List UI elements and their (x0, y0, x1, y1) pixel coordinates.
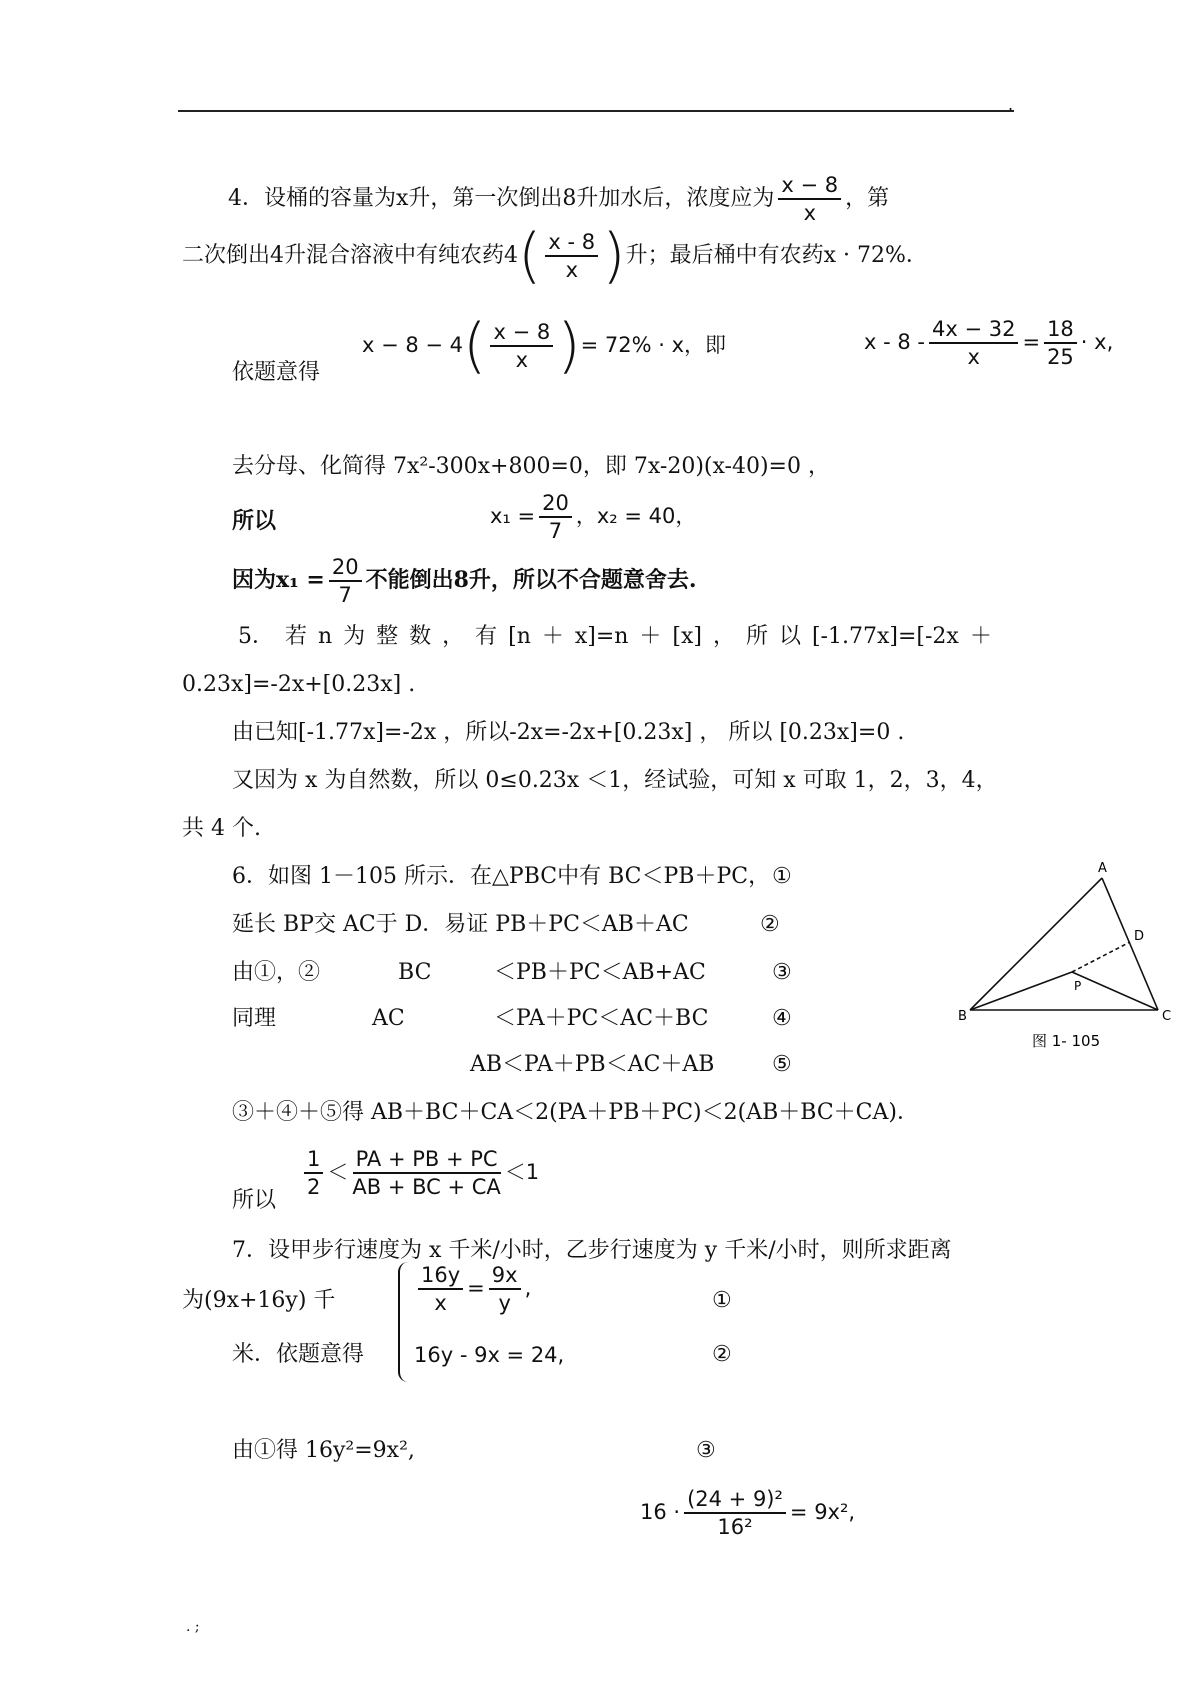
p6-sum: ③＋④＋⑤得 AB＋BC＋CA＜2(PA＋PB＋PC)＜2(AB＋BC＋CA)． (232, 1100, 919, 1125)
p4-line1: 4．设桶的容量为x升，第一次倒出8升加水后，浓度应为 $\frac{x - 8}{x}$ ，第 (228, 173, 890, 225)
label-a: A (1098, 861, 1107, 876)
p6-suoyi: 所以 (232, 1188, 277, 1213)
p4-simplify: 去分母、化简得 7x²-300x+800=0，即 7x-20)(x-40)=0 ， (232, 454, 830, 479)
p4-reason: 因为x₁ = $\frac{20}{7}$ 不能倒出8升，所以不合题意舍去. (232, 555, 697, 607)
p6-line3-lhs: BC (398, 960, 432, 985)
p6-circled-5: ⑤ (772, 1052, 792, 1077)
triangle-figure (950, 858, 1180, 1058)
p4-equation1: x − 8 − 4 ( $\frac{x - 8}{x}$ ) = 72% · x，即 (362, 311, 727, 381)
p5-line2: 0.23x]=-2x+[0.23x] . (182, 672, 416, 697)
p7-line1: 7．设甲步行速度为 x 千米/小时，乙步行速度为 y 千米/小时，则所求距离 (232, 1238, 952, 1263)
p6-line4-lhs: AC (372, 1006, 405, 1031)
p5-line1: 5． 若 n 为 整 数 ， 有 [n ＋ x]=n ＋ [x] ， 所 以 [-1.77x]=[-2x ＋ (238, 624, 992, 649)
p5-line3: 由已知[-1.77x]=-2x ，所以-2x=-2x+[0.23x] ， 所以 [0.23x]=0 . (232, 720, 905, 745)
p6-line4-rhs: ＜PA＋PC＜AC＋BC (494, 1006, 709, 1031)
p7-equation1: $\frac{16y}{x}$ = $\frac{9x}{y}$ , (414, 1262, 531, 1316)
p7-last-equation: 16 · $\frac{\text{(24 + 9)²}}{\text{16²}}$ = 9x², (640, 1487, 856, 1539)
segment-pd-dashed (1072, 942, 1130, 972)
p4-line2: 二次倒出4升混合溶液中有纯农药4 ( $\frac{x - 8}{x}$ ) 升；最后桶中有农药x · 72%． (182, 221, 928, 291)
p6-line4-label: 同理 (232, 1006, 277, 1031)
p6-line5: AB＜PA＋PB＜AC＋AB (470, 1052, 715, 1077)
p6-circled-3: ③ (772, 960, 792, 985)
p6-line3-rhs: ＜PB＋PC＜AB+AC (494, 960, 706, 985)
label-d: D (1134, 929, 1145, 944)
p7-line2: 为(9x+16y) 千 (182, 1288, 336, 1313)
footer-mark: . ; (186, 1619, 200, 1635)
label-p: P (1074, 979, 1082, 993)
p6-circled-2: ② (760, 912, 780, 937)
p7-line3: 米．依题意得 (232, 1342, 365, 1367)
segment-bp (970, 972, 1072, 1010)
label-b: B (958, 1009, 967, 1024)
p6-circled-1: ① (772, 864, 792, 889)
p6-line2: 延长 BP交 AC于 D．易证 PB＋PC＜AB＋AC (232, 912, 689, 937)
p7-circled-1: ① (712, 1288, 732, 1313)
p7-circled-2: ② (712, 1342, 732, 1367)
system-brace (398, 1262, 414, 1382)
fraction: $\frac{x - 8}{x}$ (778, 172, 841, 226)
paren-fraction: ( $\frac{x - 8}{x}$ ) (518, 221, 626, 291)
p4-roots: x₁ = $\frac{20}{7}$ ，x₂ = 40， (490, 491, 697, 543)
p7-circled-3: ③ (696, 1438, 716, 1463)
p6-line3-label: 由①，② (232, 960, 321, 985)
edge-ab (970, 878, 1102, 1010)
p6-line1: 6．如图 1－105 所示．在△PBC中有 BC＜PB＋PC， (232, 864, 771, 889)
p7-equation2: 16y - 9x = 24, (414, 1343, 565, 1367)
p7-line4: 由①得 16y²=9x², (232, 1438, 415, 1463)
p4-equation2: x - 8 - $\frac{4x - 32}{x}$ = $\frac{18}{25}$ · x, (864, 317, 1114, 369)
figure-caption: 图 1- 105 (1032, 1032, 1101, 1050)
p5-line4: 又因为 x 为自然数，所以 0≤0.23x ＜1，经试验，可知 x 可取 1，2，3，4， (232, 768, 998, 793)
label-c: C (1162, 1009, 1172, 1024)
header-dot: . (1008, 95, 1014, 114)
p6-circled-4: ④ (772, 1006, 792, 1031)
p5-line5: 共 4 个. (182, 816, 261, 841)
edge-ac (1102, 878, 1158, 1010)
p4-suoyi: 所以 (232, 508, 277, 534)
header-rule (178, 110, 1014, 112)
p4-yiti: 依题意得 (232, 360, 321, 385)
p6-inequality: $\frac{1}{2}$ ＜ $\frac{PA + PB + PC}{AB + BC + CA}$ ＜1 (300, 1146, 539, 1200)
